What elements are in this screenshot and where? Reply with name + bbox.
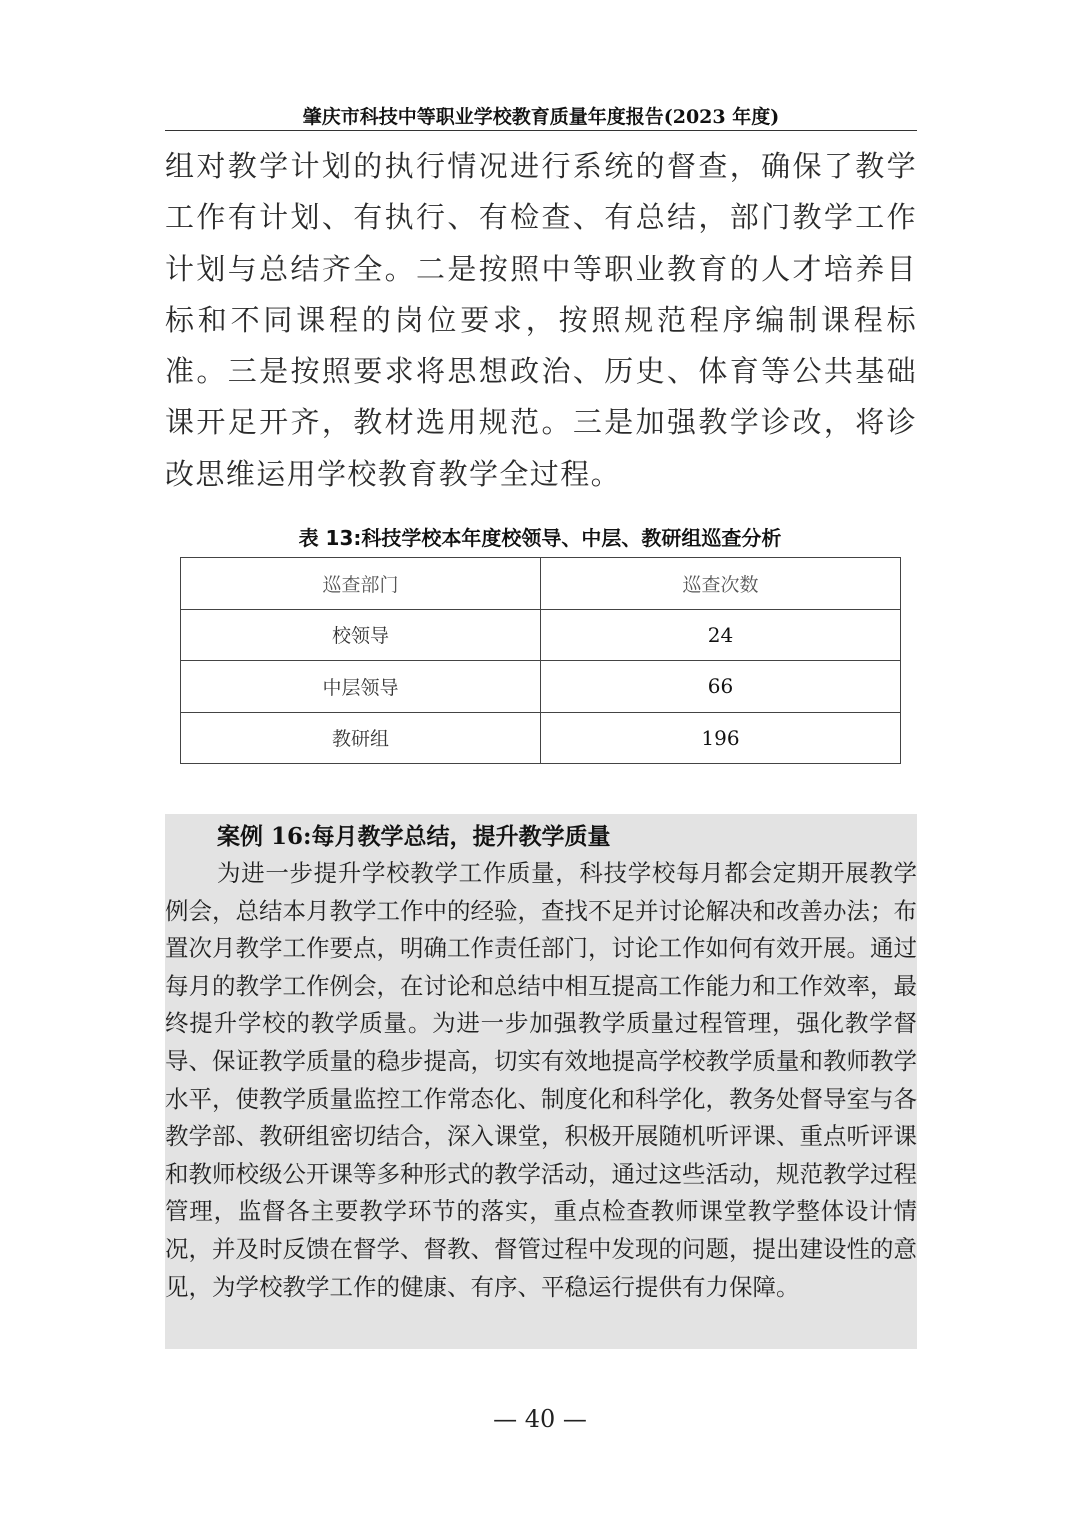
table-caption: 表 13:科技学校本年度校领导、中层、教研组巡查分析 xyxy=(298,526,782,550)
cell-dept: 中层领导 xyxy=(181,661,541,713)
body-paragraph: 组对教学计划的执行情况进行系统的督查，确保了教学工作有计划、有执行、有检查、有总结，部门教学工作计划与总结齐全。二是按照中等职业教育的人才培养目标和不同课程的岗位要求，按照规范程序编制课程标准。三是按照要求将思想政治、历史、体育等公共基础课开足开齐，教材选用规范。三是加强教学诊改，将诊改思维运用学校教育教学全过程。 xyxy=(165,149,917,491)
case-study-text: 为进一步提升学校教学工作质量，科技学校每月都会定期开展教学例会，总结本月教学工作中的经验，查找不足并讨论解决和改善办法；布置次月教学工作要点，明确工作责任部门，讨论工作如何有效开展。通过每月的教学工作例会，在讨论和总结中相互提高工作能力和工作效率，最终提升学校的教学质量。为进一步加强教学质量过程管理，强化教学督导、保证教学质量的稳步提高，切实有效地提高学校教学质量和教师教学水平，使教学质量监控工作常态化、制度化和科学化，教务处督导室与各教学部、教研组密切结合，深入课堂，积极开展随机听评课、重点听评课和教师校级公开课等多种形式的教学活动，通过这些活动，规范教学过程管理，监督各主要教学环节的落实，重点检查教师课堂教学整体设计情况，并及时反馈在督学、督教、督管过程中发现的问题，提出建设性的意见，为学校教学工作的健康、有序、平稳运行提供有力保障。 xyxy=(165,859,917,1301)
table-row xyxy=(181,712,901,764)
cell-count: 66 xyxy=(541,661,901,713)
page-header-title: 肇庆市科技中等职业学校教育质量年度报告(2023 年度) xyxy=(302,106,780,128)
table-row xyxy=(181,661,901,713)
cell-dept: 教研组 xyxy=(181,712,541,764)
case-study-title: 案例 16:每月教学总结，提升教学质量 xyxy=(217,823,611,850)
header-divider xyxy=(165,130,917,131)
column-header-dept: 巡查部门 xyxy=(181,558,541,610)
column-header-count: 巡查次数 xyxy=(541,558,901,610)
cell-count: 196 xyxy=(541,712,901,764)
table-header-row xyxy=(181,558,901,610)
cell-dept: 校领导 xyxy=(181,609,541,661)
page-number: — 40 — xyxy=(493,1405,587,1433)
table-row xyxy=(181,609,901,661)
inspection-table xyxy=(180,557,901,764)
cell-count: 24 xyxy=(541,609,901,661)
